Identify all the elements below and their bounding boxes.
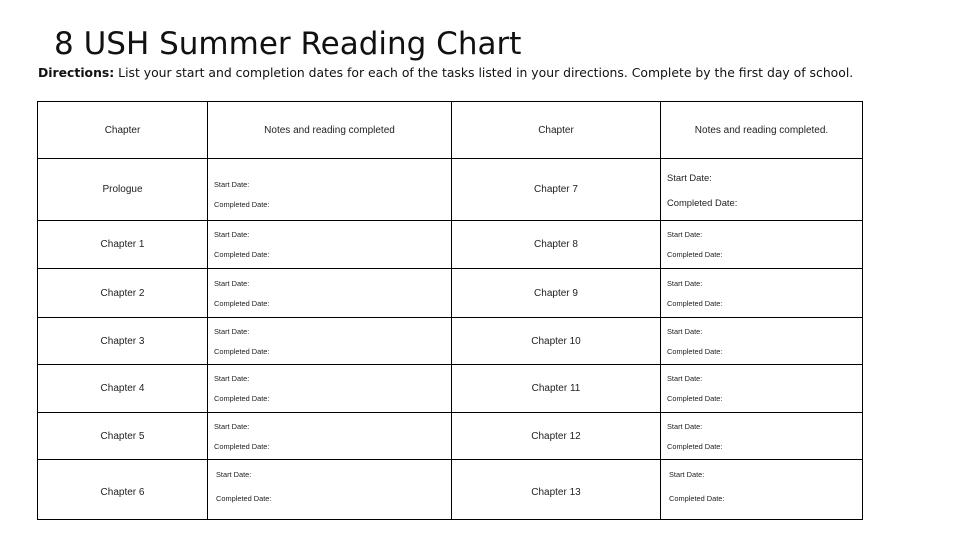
chapter-label: Chapter 5: [38, 413, 208, 460]
start-date-label: Start Date:: [214, 374, 250, 383]
table-row: [38, 460, 863, 520]
dates-cell: [208, 318, 452, 365]
start-date-label: Start Date:: [667, 278, 703, 288]
start-date-label: Start Date:: [667, 374, 703, 383]
start-date-label: Start Date:: [667, 230, 703, 239]
chapter-label: Chapter 7: [452, 159, 661, 221]
chapter-label: Chapter 9: [452, 269, 661, 318]
dates-cell: [661, 269, 863, 318]
completed-date-label: Completed Date:: [214, 200, 270, 209]
completed-date-label: Completed Date:: [667, 298, 723, 308]
completed-date-label: Completed Date:: [669, 494, 725, 503]
directions-body: List your start and completion dates for each of the tasks listed in your directions. Complete by the first day of school.: [114, 65, 854, 80]
dates-cell: [661, 159, 863, 221]
completed-date-label: Completed Date:: [214, 346, 270, 356]
start-date-label: Start Date:: [214, 278, 250, 288]
completed-date-label: Completed Date:: [667, 196, 738, 208]
directions-text: [38, 64, 853, 82]
dates-cell: [661, 221, 863, 269]
chapter-label: Chapter 3: [38, 318, 208, 365]
completed-date-label: Completed Date:: [667, 441, 723, 451]
start-date-label: Start Date:: [214, 326, 250, 336]
header-notes-2: Notes and reading completed.: [661, 102, 863, 159]
table-row: [38, 318, 863, 365]
completed-date-label: Completed Date:: [214, 298, 270, 308]
chapter-label: Chapter 1: [38, 221, 208, 269]
table-row: [38, 221, 863, 269]
chapter-label: Chapter 4: [38, 365, 208, 413]
dates-cell: [208, 269, 452, 318]
completed-date-label: Completed Date:: [667, 250, 723, 259]
start-date-label: Start Date:: [667, 326, 703, 336]
dates-cell: [208, 221, 452, 269]
completed-date-label: Completed Date:: [667, 346, 723, 356]
page-title: 8 USH Summer Reading Chart: [54, 26, 522, 62]
start-date-label: Start Date:: [214, 230, 250, 239]
directions-label: Directions:: [38, 65, 115, 80]
header-chapter: Chapter: [38, 102, 208, 159]
start-date-label: Start Date:: [669, 470, 705, 479]
completed-date-label: Completed Date:: [214, 394, 270, 403]
chapter-label: Chapter 8: [452, 221, 661, 269]
start-date-label: Start Date:: [214, 180, 250, 189]
reading-chart-table: [37, 101, 863, 520]
table-row: [38, 365, 863, 413]
chapter-label: Chapter 10: [452, 318, 661, 365]
start-date-label: Start Date:: [214, 421, 250, 431]
chapter-label: Chapter 12: [452, 413, 661, 460]
dates-cell: [208, 365, 452, 413]
start-date-label: Start Date:: [667, 171, 712, 183]
table-row: [38, 159, 863, 221]
dates-cell: [208, 460, 452, 520]
dates-cell: [208, 159, 452, 221]
dates-cell: [661, 318, 863, 365]
dates-cell: [661, 413, 863, 460]
completed-date-label: Completed Date:: [214, 250, 270, 259]
chapter-label: Chapter 13: [452, 460, 661, 520]
chapter-label: Prologue: [38, 159, 208, 221]
table-header-row: [38, 102, 863, 159]
dates-cell: [208, 413, 452, 460]
completed-date-label: Completed Date:: [216, 494, 272, 503]
dates-cell: [661, 365, 863, 413]
completed-date-label: Completed Date:: [667, 394, 723, 403]
header-chapter-2: Chapter: [452, 102, 661, 159]
table-row: [38, 413, 863, 460]
chapter-label: Chapter 2: [38, 269, 208, 318]
chapter-label: Chapter 6: [38, 460, 208, 520]
start-date-label: Start Date:: [667, 421, 703, 431]
start-date-label: Start Date:: [216, 470, 252, 479]
header-notes: Notes and reading completed: [208, 102, 452, 159]
completed-date-label: Completed Date:: [214, 441, 270, 451]
table-row: [38, 269, 863, 318]
dates-cell: [661, 460, 863, 520]
chapter-label: Chapter 11: [452, 365, 661, 413]
